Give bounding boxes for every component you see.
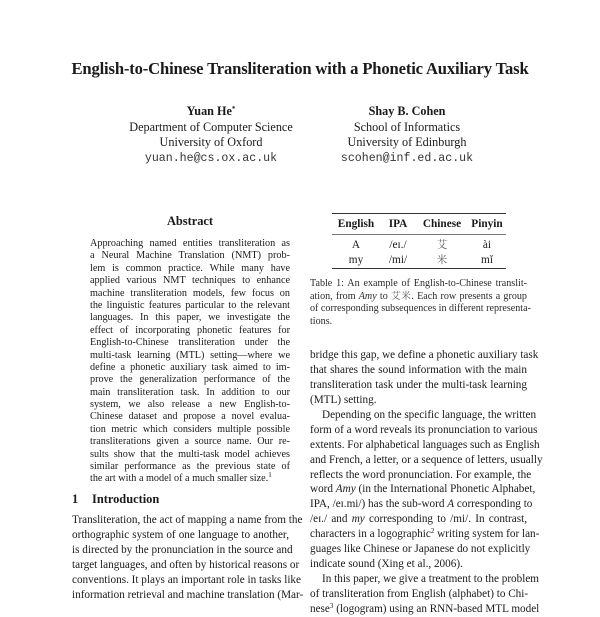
author-block	[292, 104, 522, 166]
text-line: define a phonetic auxiliary task aimed to im-	[90, 361, 290, 373]
section-heading-introduction	[72, 492, 159, 507]
text-line: machine transliteration models, few focus on	[90, 287, 290, 299]
text-line: orthographic system of one language to another,	[72, 528, 289, 541]
table-body	[332, 235, 506, 268]
text-line: prove the generalization performance of the	[90, 374, 290, 386]
text-line: nese$^3$ (logogram) using an RNN-based MTL model	[310, 601, 540, 615]
text-line: transliterations given a source name. Our re-	[90, 436, 290, 448]
text-line: ation, from Amy to 艾米. Each row presents a group	[310, 290, 527, 302]
text-line: system, we also release a new English-to-	[90, 399, 290, 411]
section-number: 1	[72, 492, 79, 506]
footnote-mark[interactable]: 3	[329, 601, 334, 610]
text-line: effect of incorporating phonetic features for	[90, 324, 290, 336]
author-email[interactable]: scohen@inf.ed.ac.uk	[340, 151, 474, 165]
text-line: sults show that the multi-task model achieves	[90, 448, 290, 460]
text-line: Approaching named entities transliteration as	[90, 238, 290, 249]
table-cell: 艾	[436, 239, 448, 251]
text-line: of transliteration from English (alphabet) to Chi-	[310, 588, 529, 600]
table-cell: my	[348, 253, 364, 266]
text-line: English-to-Chinese transliteration under the	[90, 337, 290, 349]
table-1	[332, 213, 506, 269]
text-line: IPA, /eɪ.mi/) has the sub-word A corresponding to	[310, 498, 533, 511]
author-affiliation: University of Oxford	[159, 135, 263, 149]
table-header-cell: English	[337, 218, 375, 230]
table-cell: mǐ	[481, 253, 493, 266]
table-cell: 米	[436, 253, 448, 266]
footnote-mark[interactable]: 1	[268, 471, 272, 480]
text-line: applied various NMT techniques to enhance	[90, 275, 290, 287]
text-line: similar performance as the previous state of	[90, 461, 290, 473]
text-line: the linguistic features particular to the relevant	[90, 299, 290, 311]
text-line: form of a word reveals its pronunciation to various	[310, 423, 538, 436]
text-line: (MTL) setting.	[310, 393, 377, 406]
text-line: a Neural Machine Translation (NMT) prob-	[90, 250, 290, 262]
text-line: bridge this gap, we define a phonetic auxiliary task	[310, 349, 539, 361]
table-header-cell: Chinese	[422, 218, 462, 230]
text-line: tions.	[310, 315, 333, 327]
author-department: Department of Computer Science	[129, 119, 293, 134]
text-line: extents. For alphabetical languages such as English	[310, 438, 540, 451]
author-email[interactable]: yuan.he@cs.ox.ac.uk	[144, 151, 278, 165]
text-line: is directed by the pronunciation in the source and	[72, 543, 293, 556]
text-line: information retrieval and machine translation (Mar-	[72, 588, 304, 601]
text-line: target languages, and often by historical reasons or	[72, 558, 300, 571]
text-line: Depending on the specific language, the written	[322, 408, 537, 421]
author-department: School of Informatics	[353, 119, 461, 134]
text-line: of corresponding subsequences in different representa-	[310, 303, 531, 314]
table-header-cell: IPA	[388, 218, 408, 230]
text-line: Table 1: An example of English-to-Chinese translit-	[310, 278, 527, 289]
table-caption	[310, 278, 531, 328]
abstract-heading: Abstract	[166, 214, 214, 228]
text-line: reflects the word pronunciation. For example, the	[310, 468, 532, 481]
author-name: Yuan He*	[186, 104, 236, 118]
text-line: and French, a letter, or a sequence of letters, usually	[310, 453, 543, 466]
author-footnote-mark: *	[231, 105, 236, 113]
table-header-cell: Pinyin	[471, 218, 503, 230]
author-name: Shay B. Cohen	[368, 104, 446, 118]
text-line: guages like Chinese or Japanese do not explicitly	[310, 543, 531, 556]
paper-title: English-to-Chinese Transliteration with a Phonetic Auxiliary Task	[71, 59, 529, 78]
table-cell: ài	[482, 239, 492, 251]
introduction-body	[72, 513, 304, 603]
table-row	[332, 253, 506, 268]
text-line: /eɪ./ and my corresponding to /mi/. In contrast,	[310, 513, 527, 526]
text-line: Chinese dataset and propose a novel evalua-	[90, 411, 290, 423]
text-line: conventions. It plays an important role in tasks like	[72, 573, 301, 586]
text-line: word Amy (in the International Phonetic Alphabet,	[310, 483, 536, 496]
table-bottom-rule	[332, 268, 506, 269]
text-line: Transliteration, the act of mapping a name from the	[72, 514, 303, 526]
footnote-mark[interactable]: 2	[430, 527, 435, 536]
text-line: lem is common practice. While many have	[90, 262, 290, 274]
text-line: indicate sound (Xing et al., 2006).	[310, 558, 463, 571]
text-line: multi-task learning (MTL) setting—where we	[90, 349, 290, 361]
text-line: tion metric which considers multiple possible	[90, 423, 290, 435]
text-line: In this paper, we give a treatment to the problem	[322, 573, 540, 586]
abstract-body	[90, 238, 290, 486]
author-affiliation: University of Edinburgh	[347, 135, 467, 149]
table-cell: A	[351, 239, 361, 251]
text-line: characters in a logographic$^2$ writing system for lan-	[310, 527, 540, 541]
text-line: the art with a model of a much smaller size.$^1$	[90, 471, 272, 485]
text-line: transliteration task under the multi-task learning	[310, 378, 527, 391]
table-cell: /mi/	[388, 253, 408, 266]
text-line: main transliteration task. In addition to our	[90, 386, 290, 398]
table-cell: /eɪ./	[389, 239, 407, 251]
right-column-body	[310, 348, 543, 617]
text-line: that shares the sound information with the main	[310, 363, 527, 376]
table-row	[332, 238, 506, 253]
table-header-row	[332, 214, 506, 234]
section-title: Introduction	[92, 492, 160, 506]
text-line: languages. In this paper, we investigate the	[90, 312, 290, 324]
